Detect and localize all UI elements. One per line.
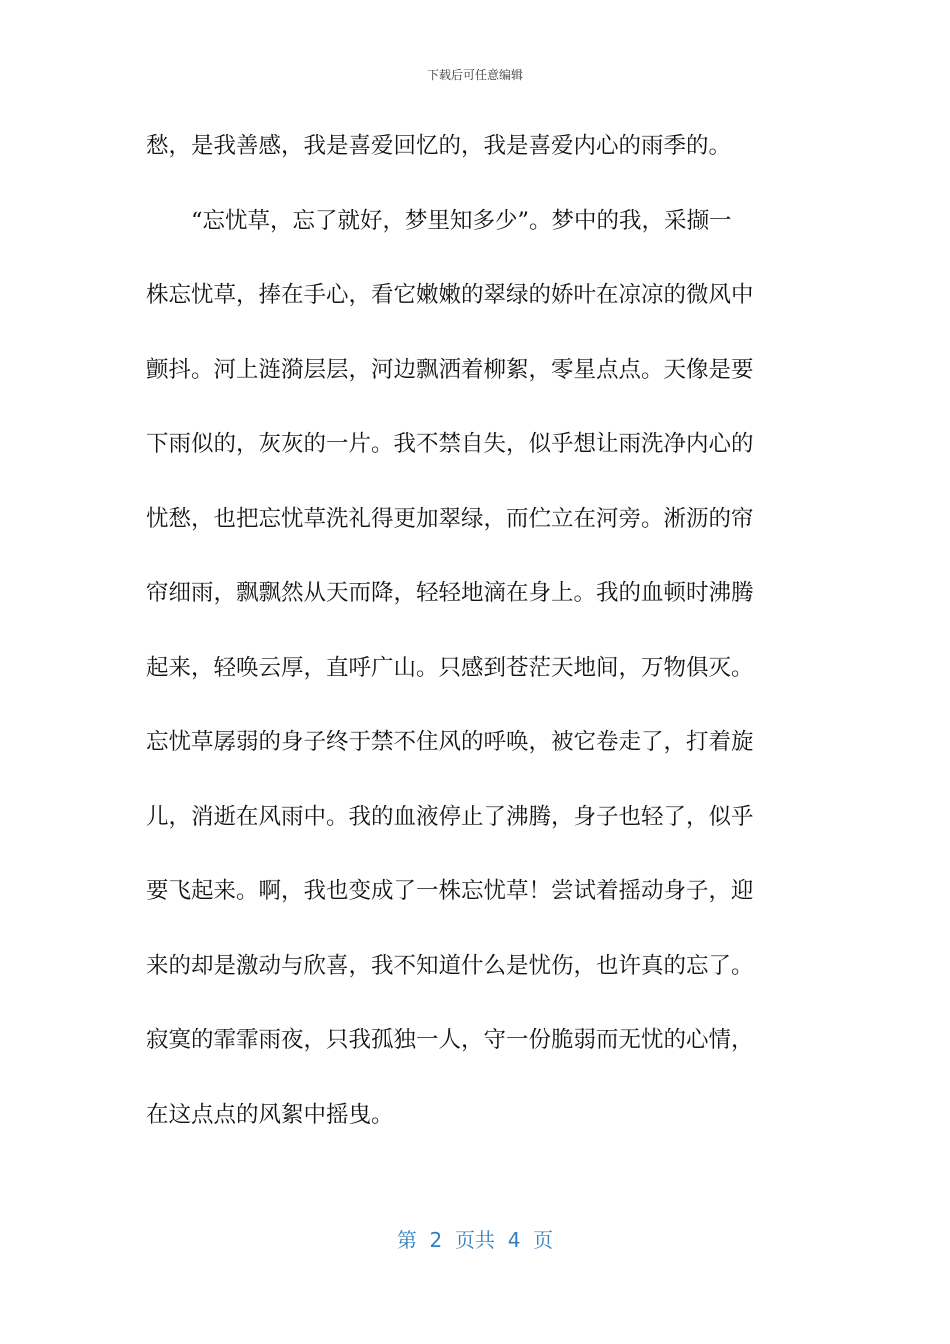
paragraph-line: 来的却是激动与欣喜，我不知道什么是忧伤，也许真的忘了。	[146, 952, 754, 979]
paragraph-line: 儿，消逝在风雨中。我的血液停止了沸腾，身子也轻了，似乎	[146, 803, 754, 830]
paragraph-line: 起来，轻唤云厚，直呼广山。只感到苍茫天地间，万物俱灭。	[146, 654, 754, 681]
paragraph-line: 帘细雨，飘飘然从天而降，轻轻地滴在身上。我的血顿时沸腾	[146, 580, 754, 606]
page-header: 下载后可任意编辑	[426, 68, 523, 82]
body-text	[146, 124, 806, 1167]
paragraph-line: 要飞起来。啊，我也变成了一株忘忧草！尝试着摇动身子，迎	[146, 878, 754, 904]
paragraph-line: 忘忧草孱弱的身子终于禁不住风的呼唤，被它卷走了，打着旋	[146, 729, 754, 755]
paragraph-line: 寂寞的霏霏雨夜，只我孤独一人，守一份脆弱而无忧的心情，	[146, 1027, 754, 1053]
paragraph-line: 颤抖。河上涟漪层层，河边飘洒着柳絮，零星点点。天像是要	[146, 356, 754, 383]
paragraph-line: 忧愁，也把忘忧草洗礼得更加翠绿，而伫立在河旁。淅沥的帘	[146, 505, 754, 532]
paragraph-line: “忘忧草，忘了就好，梦里知多少”。梦中的我，采撷一	[191, 207, 732, 234]
paragraph-line: 株忘忧草，捧在手心，看它嫩嫩的翠绿的娇叶在凉凉的微风中	[146, 282, 754, 308]
paragraph-line: 愁，是我善感，我是喜爱回忆的，我是喜爱内心的雨季的。	[146, 133, 732, 159]
paragraph-line: 在这点点的风絮中摇曳。	[146, 1101, 394, 1128]
page-number-footer: 第 2 页共 4 页	[396, 1228, 554, 1252]
paragraph-line: 下雨似的，灰灰的一片。我不禁自失，似乎想让雨洗净内心的	[146, 431, 754, 457]
